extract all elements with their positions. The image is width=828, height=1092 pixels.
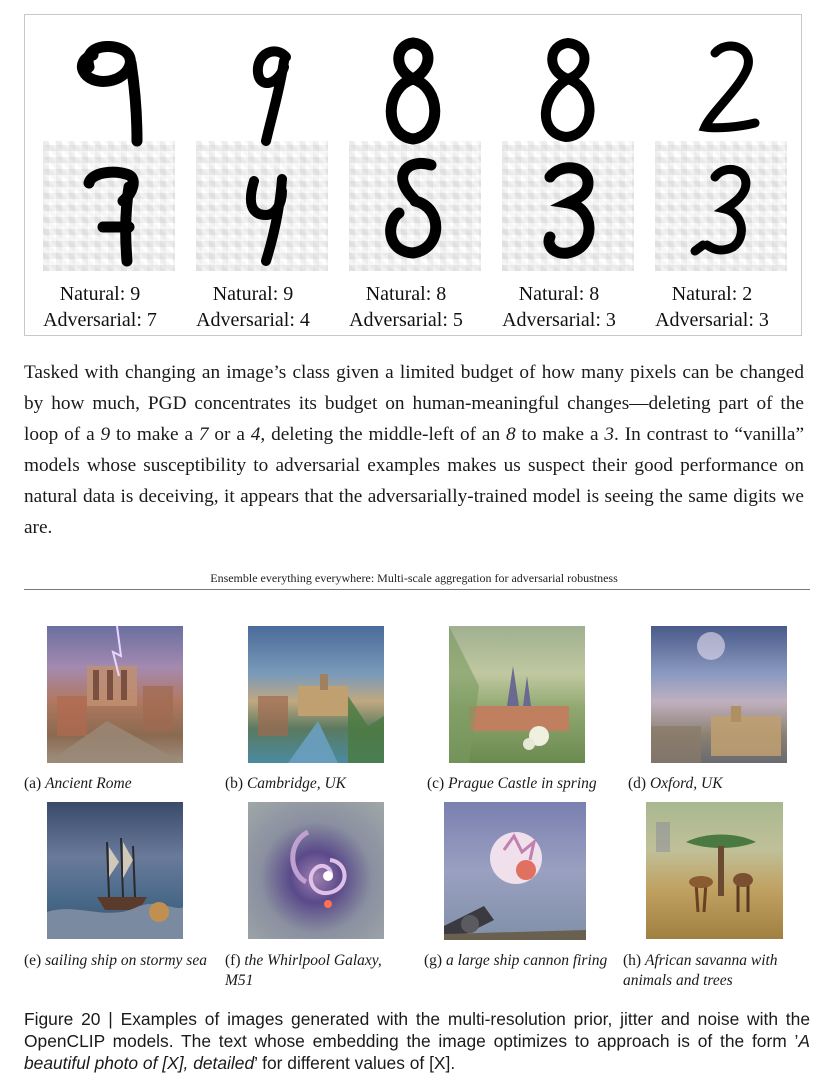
natural-digit-image [349,23,481,153]
gallery-caption: (a) Ancient Rome [24,775,132,792]
digit-ref: 3 [604,424,615,445]
natural-label: Natural: 8 [518,283,600,305]
natural-label: Natural: 2 [671,283,753,305]
adversarial-digit-image [43,141,175,271]
adversarial-digit-image [196,141,328,271]
african-savanna-image [646,802,783,939]
sailing-ship-image [47,802,183,939]
gallery-caption: (b) Cambridge, UK [225,775,346,792]
digit-ref: 7 [198,424,209,445]
natural-label: Natural: 9 [212,283,294,305]
adversarial-label: Adversarial: 5 [349,309,463,331]
adversarial-digit-image [502,141,634,271]
caption-prompt: A beautiful photo of [X], detailed [24,1031,810,1073]
adversarial-digit-image [655,141,787,271]
adversarial-label: Adversarial: 4 [196,309,310,331]
whirlpool-galaxy-image [248,802,384,939]
mnist-adversarial-figure [24,14,802,336]
gallery-caption: (g) a large ship cannon firing [424,952,608,969]
digit-ref: 8 [506,424,516,445]
header-rule [24,589,810,590]
gallery-caption: (c) Prague Castle in spring [427,775,597,792]
digit-column [637,15,787,335]
digit-ref: 4 [250,424,261,445]
adversarial-digit-image [349,141,481,271]
natural-digit-image [196,23,328,153]
gallery-caption: (e) sailing ship on stormy sea [24,952,207,969]
ship-cannon-image [444,802,586,940]
digit-ref: 9 [100,424,111,445]
natural-digit-image [655,23,787,153]
natural-digit-image [43,23,175,153]
gallery-caption: (d) Oxford, UK [628,775,723,792]
adversarial-label: Adversarial: 3 [655,309,769,331]
running-head: Ensemble everything everywhere: Multi-scale aggregation for adversarial robustness [210,571,618,585]
gallery-caption: (f) the Whirlpool Galaxy, M51 [225,952,382,989]
adversarial-label: Adversarial: 7 [43,309,157,331]
ancient-rome-image [47,626,183,763]
digit-column [25,15,175,335]
digit-column [178,15,328,335]
digit-column [484,15,634,335]
cambridge-image [248,626,384,763]
gallery-caption: (h) African savanna with animals and trees [623,952,778,989]
oxford-image [651,626,787,763]
natural-digit-image [502,23,634,153]
digit-column [331,15,481,335]
body-paragraph: Tasked with changing an image’s class given a limited budget of how many pixels can be changed by how much, PGD concentrates its budget on human-meaningful changes—deleting part of the loop of a 9 to make a 7 or a 4, deleting the middle-left of an 8 to make a 3. In contrast to “vanilla” models whose susceptibility to adversarial examples makes us suspect their good performance on natural data is deceiving, it appears that the adversarially-trained model is seeing the same digits we are. [24,362,804,538]
prague-castle-image [449,626,585,763]
adversarial-label: Adversarial: 3 [502,309,616,331]
natural-label: Natural: 9 [59,283,141,305]
natural-label: Natural: 8 [365,283,447,305]
figure-caption: Figure 20 | Examples of images generated with the multi-resolution prior, jitter and noise with the OpenCLIP models. The text whose embedding the image optimizes to approach is of the form ’A beautiful photo of [X], detailed’ for different values of [X]. [24,1009,810,1073]
